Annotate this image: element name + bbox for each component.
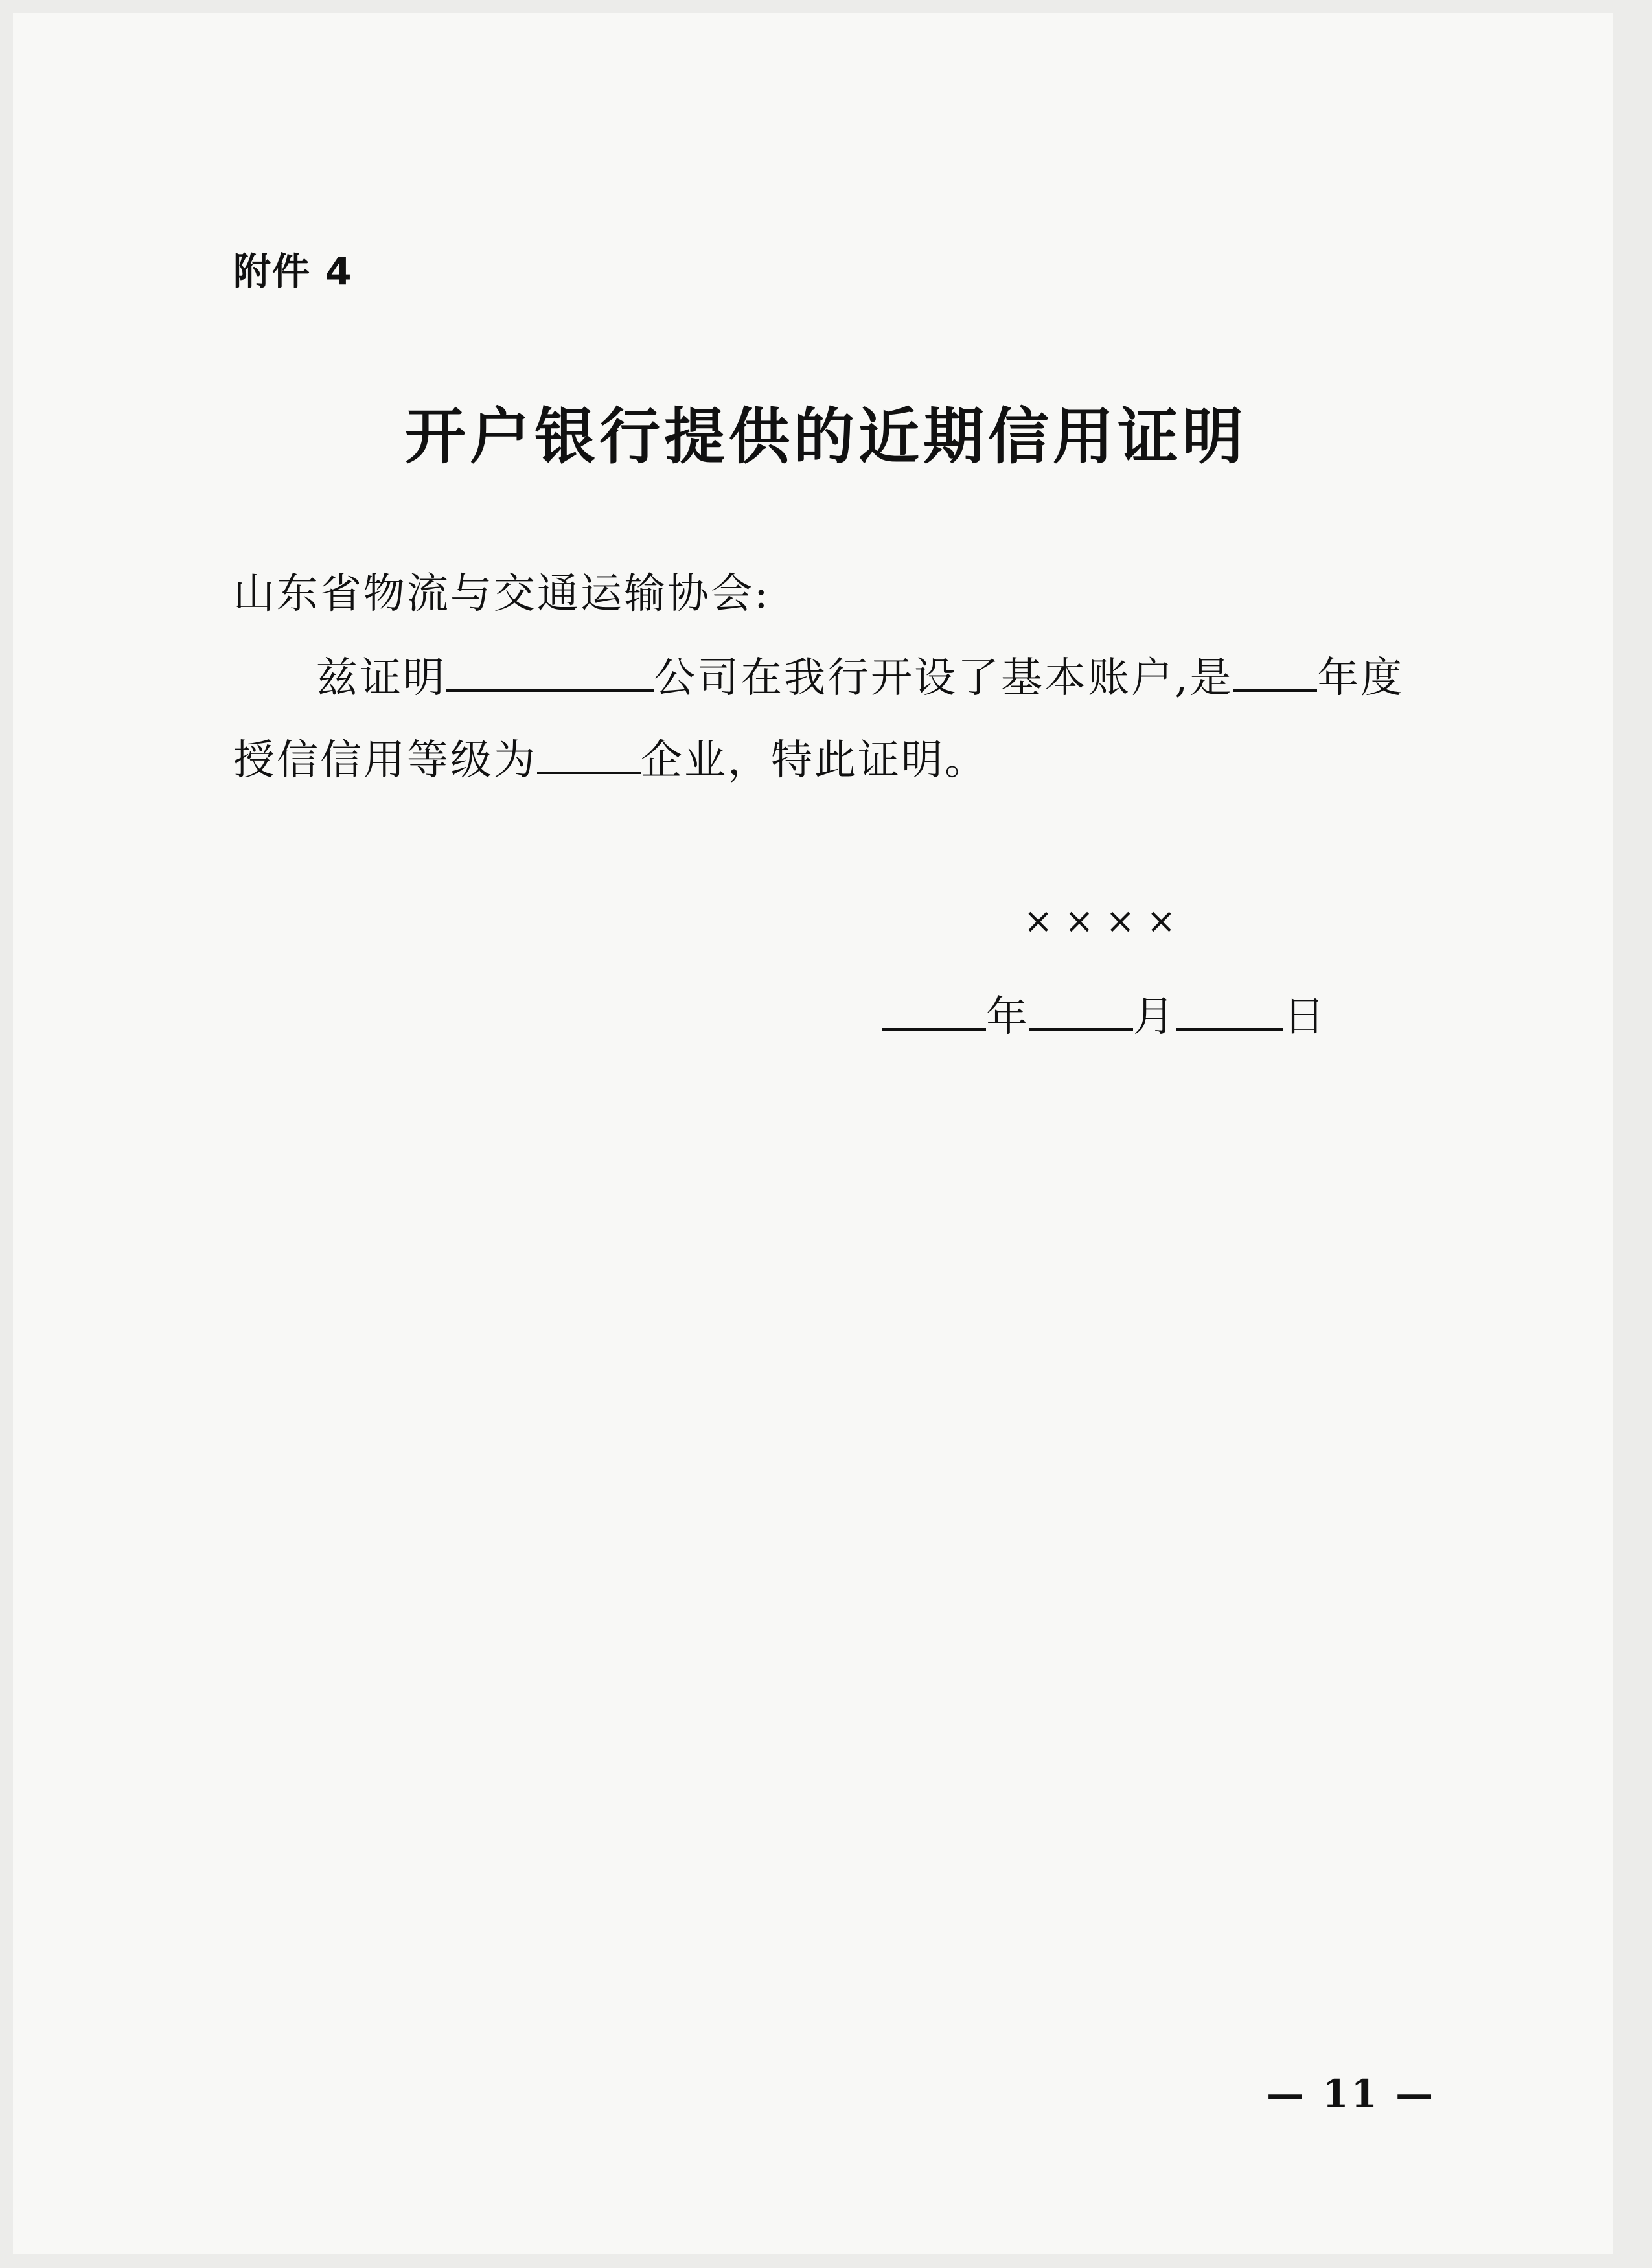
bank-signer: ×××× [1024,900,1187,941]
line1-middle: 公司在我行开设了基本账户,是 [654,654,1233,702]
line1-prefix: 兹证明 [316,654,446,702]
paper-sheet [13,13,1613,2254]
date-year-label: 年 [986,993,1029,1041]
year-blank[interactable] [1233,650,1317,692]
line1-suffix: 年度 [1317,654,1405,702]
certification-line-1 [316,645,1404,704]
date-month-label: 月 [1133,993,1176,1041]
document-title: 开户银行提供的近期信用证明 [404,401,1247,472]
date-month-blank[interactable] [1029,989,1133,1031]
page-number: — 11 — [1267,2072,1436,2116]
date-year-blank[interactable] [882,989,986,1031]
certification-line-2 [233,727,988,786]
attachment-label: 附件 4 [233,249,353,293]
credit-grade-blank[interactable] [537,733,641,774]
line2-suffix: 企业，特此证明。 [641,737,988,785]
date-line [882,983,1327,1043]
company-name-blank[interactable] [446,650,654,692]
line2-prefix: 授信信用等级为 [233,737,537,785]
date-day-blank[interactable] [1176,989,1283,1031]
salutation: 山东省物流与交通运输协会: [233,570,770,618]
date-day-label: 日 [1283,993,1327,1041]
